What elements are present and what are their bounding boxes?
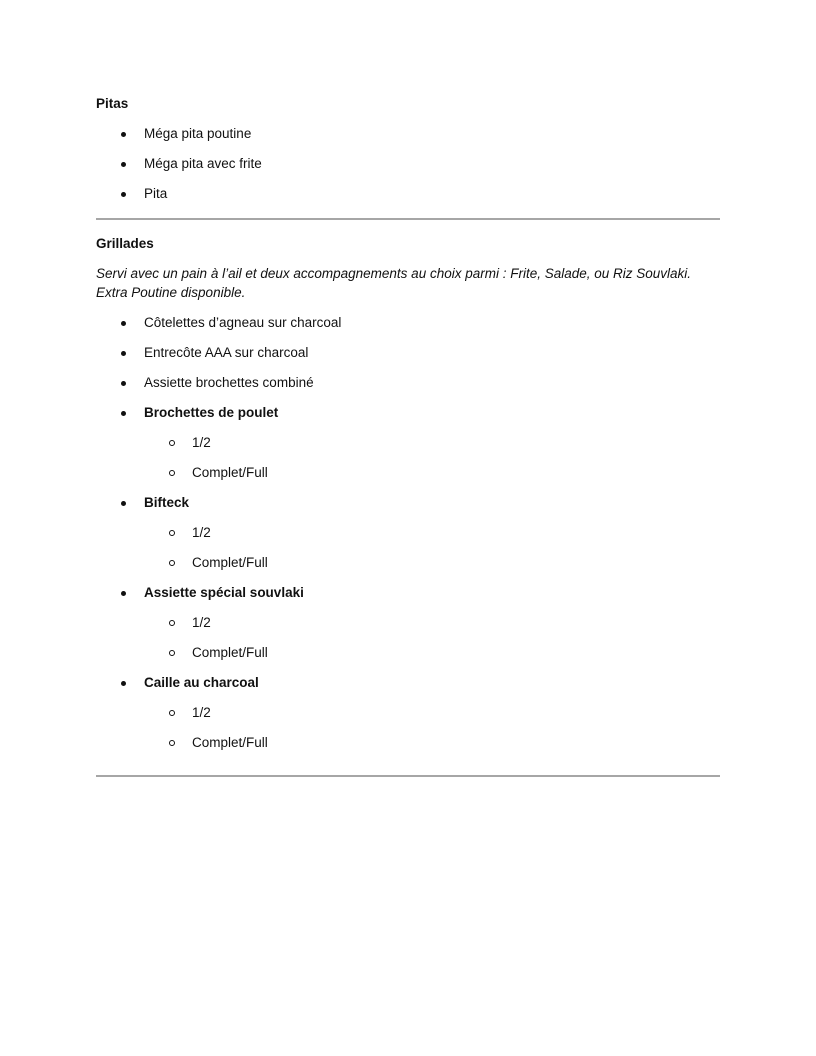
list-item-group [96, 673, 720, 753]
sub-list-item: Complet/Full [144, 463, 720, 483]
group-label: Assiette spécial souvlaki [144, 585, 304, 600]
item-label: Entrecôte AAA sur charcoal [144, 345, 309, 360]
section-divider [96, 218, 720, 220]
list-item [96, 154, 720, 174]
item-label: Méga pita avec frite [144, 156, 262, 171]
sub-list-item: 1/2 [144, 433, 720, 453]
list-item [96, 184, 720, 204]
item-label: Méga pita poutine [144, 126, 252, 141]
sub-list [144, 523, 720, 573]
grillades-intro: Servi avec un pain à l’ail et deux accompagnements au choix parmi : Frite, Salade, ou Riz Souvlaki. Extra Poutine disponible. [96, 266, 692, 300]
sub-list-item: Complet/Full [144, 643, 720, 663]
list-item-group [96, 583, 720, 663]
sub-list [144, 433, 720, 483]
list-item [96, 373, 720, 393]
section-title-grillades: Grillades [96, 236, 154, 251]
sub-list-item: Complet/Full [144, 733, 720, 753]
group-label: Bifteck [144, 495, 190, 510]
grillades-list [96, 313, 720, 753]
sub-list-item: Complet/Full [144, 553, 720, 573]
menu-document [96, 94, 720, 791]
list-item-group [96, 493, 720, 573]
list-item-group [96, 403, 720, 483]
list-item [96, 313, 720, 333]
item-label: Pita [144, 186, 168, 201]
group-label: Caille au charcoal [144, 675, 259, 690]
section-divider [96, 775, 720, 777]
sub-list-item: 1/2 [144, 613, 720, 633]
section-title-pitas: Pitas [96, 96, 129, 111]
sub-list [144, 613, 720, 663]
list-item [96, 343, 720, 363]
item-label: Assiette brochettes combiné [144, 375, 314, 390]
sub-list-item: 1/2 [144, 523, 720, 543]
pitas-list [96, 124, 720, 204]
item-label: Côtelettes d’agneau sur charcoal [144, 315, 342, 330]
list-item [96, 124, 720, 144]
group-label: Brochettes de poulet [144, 405, 279, 420]
sub-list-item: 1/2 [144, 703, 720, 723]
sub-list [144, 703, 720, 753]
